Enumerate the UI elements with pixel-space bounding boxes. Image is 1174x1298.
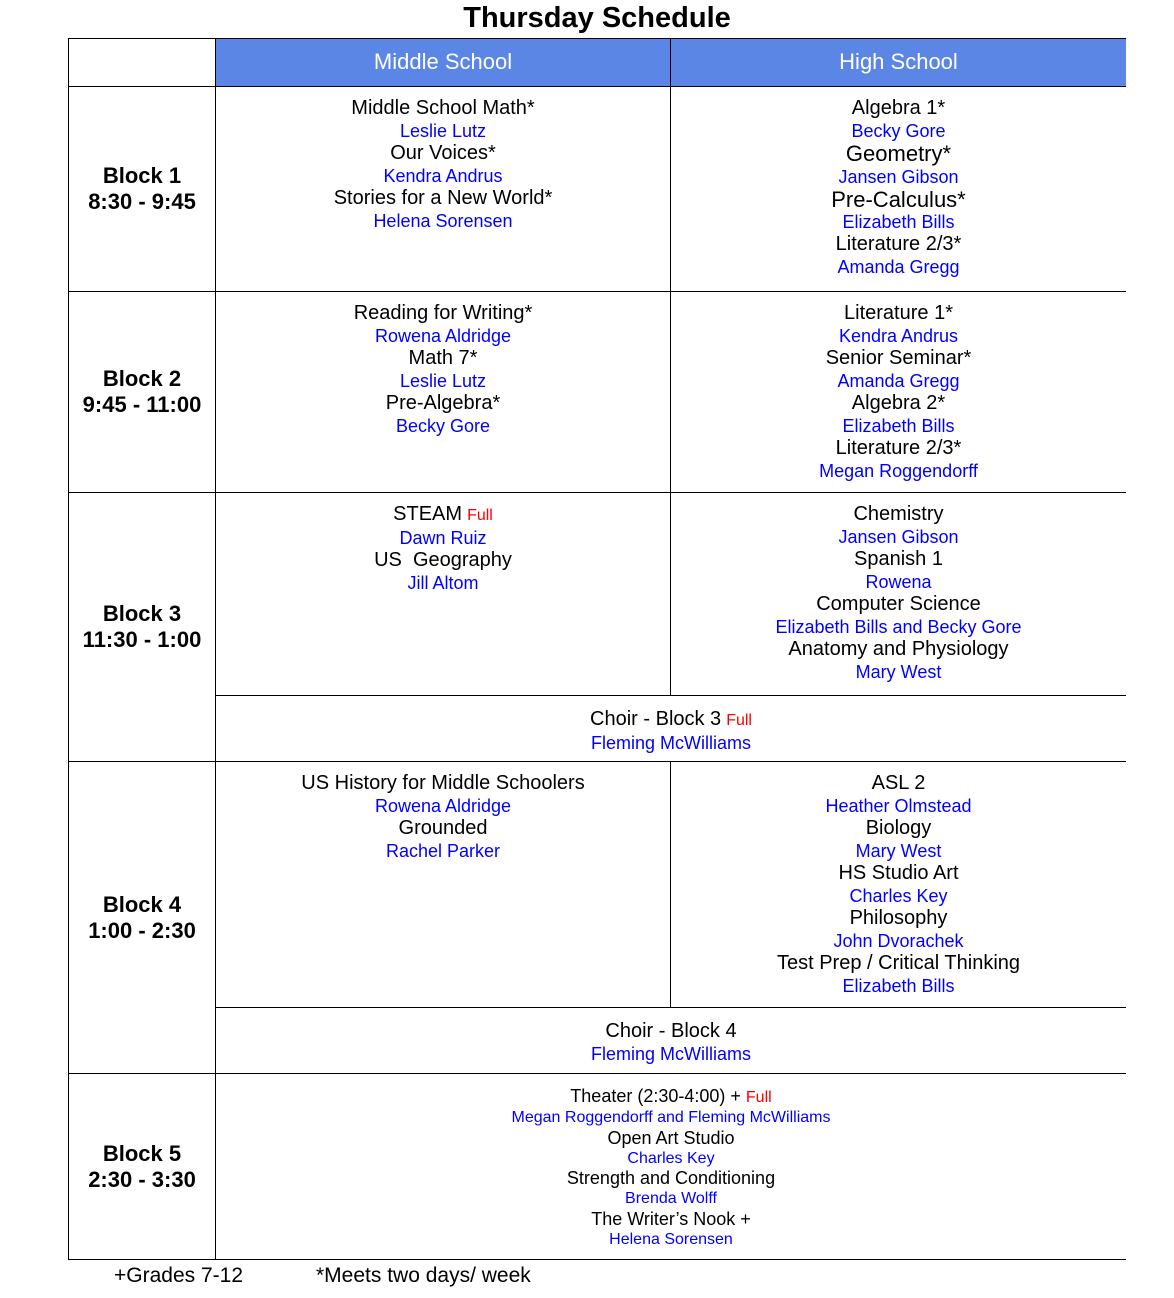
course-list <box>216 292 670 437</box>
course-title: Literature 1* <box>844 302 953 324</box>
course-list <box>216 1008 1126 1065</box>
header-middle-school-label: Middle School <box>373 49 513 74</box>
course-title: Philosophy <box>849 907 948 929</box>
teacher-name: Elizabeth Bills <box>842 212 955 232</box>
block-name: Block 5 <box>102 1140 182 1166</box>
block-5-combined-cell <box>216 1074 1126 1259</box>
course-name: Theater (2:30-4:00) + <box>570 1086 741 1106</box>
block-1-label-cell <box>69 87 216 292</box>
teacher-name: Jill Altom <box>407 573 479 593</box>
footnote-meets: *Meets two days/ week <box>316 1264 531 1287</box>
teacher-name: Rowena <box>865 572 932 592</box>
teacher-name: Charles Key <box>849 886 948 906</box>
course-title: Algebra 1* <box>851 97 946 119</box>
course-title: Literature 2/3* <box>835 437 962 459</box>
teacher-name: Jansen Gibson <box>838 166 959 187</box>
course-title: Choir - Block 4 <box>605 1020 737 1042</box>
block-3-label-cell <box>69 493 216 762</box>
course-title: Pre-Algebra* <box>385 392 501 414</box>
teacher-name: Elizabeth Bills <box>842 976 955 996</box>
course-title: Algebra 2* <box>851 392 946 414</box>
block-3-middle-school-cell <box>216 493 671 696</box>
course-title <box>216 1086 1126 1108</box>
course-list <box>216 87 670 232</box>
block-4-middle-school-cell <box>216 762 671 1008</box>
teacher-name: Charles Key <box>627 1149 715 1167</box>
teacher-name: Becky Gore <box>851 121 946 141</box>
course-title: Senior Seminar* <box>825 347 972 369</box>
teacher-name: Rowena Aldridge <box>374 326 512 346</box>
course-title: The Writer’s Nook + <box>591 1208 751 1229</box>
course-title: Pre-Calculus* <box>831 186 966 212</box>
teacher-name: Fleming McWilliams <box>590 733 751 753</box>
block-5-label-cell <box>69 1074 216 1259</box>
course-title: US History for Middle Schoolers <box>301 772 585 794</box>
header-corner-cell <box>69 39 216 87</box>
course-list <box>216 762 670 862</box>
block-3-high-school-cell <box>671 493 1126 696</box>
course-list <box>216 696 1126 754</box>
teacher-name: Leslie Lutz <box>399 371 487 391</box>
teacher-name: Helena Sorensen <box>609 1230 733 1248</box>
teacher-name: Rowena Aldridge <box>374 796 512 816</box>
header-high-school-label: High School <box>839 49 958 74</box>
full-badge: Full <box>745 1089 772 1106</box>
block-2-label-cell <box>69 292 216 493</box>
block-4-label-cell <box>69 762 216 1074</box>
teacher-name: Elizabeth Bills <box>842 416 955 436</box>
course-title: Test Prep / Critical Thinking <box>776 952 1021 974</box>
teacher-name: John Dvorachek <box>833 931 964 951</box>
block-4-high-school-cell <box>671 762 1126 1008</box>
schedule-table <box>68 38 1126 1260</box>
course-title: HS Studio Art <box>838 862 959 884</box>
block-time: 1:00 - 2:30 <box>88 917 196 943</box>
teacher-name: Mary West <box>855 841 942 861</box>
teacher-name: Elizabeth Bills and Becky Gore <box>775 617 1022 637</box>
course-title: ASL 2 <box>871 772 926 794</box>
block-name: Block 1 <box>102 163 182 188</box>
course-title <box>216 708 1126 732</box>
teacher-name: Megan Roggendorff and Fleming McWilliams <box>511 1109 831 1126</box>
teacher-name: Amanda Gregg <box>837 257 960 277</box>
teacher-name: Dawn Ruiz <box>399 528 487 548</box>
teacher-name: Megan Roggendorff <box>819 461 978 481</box>
course-title: Our Voices* <box>390 142 496 164</box>
teacher-name: Rachel Parker <box>385 841 501 861</box>
course-list <box>671 762 1126 997</box>
teacher-name: Amanda Gregg <box>837 371 960 391</box>
block-time: 8:30 - 9:45 <box>88 189 196 214</box>
block-1-high-school-cell <box>671 87 1126 292</box>
block-3-shared-cell <box>216 696 1126 762</box>
header-middle-school <box>216 39 671 87</box>
teacher-name: Becky Gore <box>395 416 491 436</box>
block-name: Block 3 <box>102 601 182 626</box>
course-title: Geometry* <box>845 141 952 166</box>
course-title: Strength and Conditioning <box>566 1168 776 1188</box>
block-time: 11:30 - 1:00 <box>82 627 202 652</box>
teacher-name: Kendra Andrus <box>838 326 959 346</box>
course-list <box>216 493 670 594</box>
course-name: STEAM <box>393 503 463 525</box>
teacher-name: Brenda Wolff <box>625 1190 717 1207</box>
course-list <box>671 87 1126 278</box>
course-title: Chemistry <box>853 503 944 525</box>
course-title: Middle School Math* <box>351 97 535 119</box>
page-title: Thursday Schedule <box>463 2 731 34</box>
block-name: Block 4 <box>102 891 182 917</box>
course-title: Reading for Writing* <box>353 302 533 324</box>
teacher-name: Leslie Lutz <box>399 121 487 141</box>
course-title: Stories for a New World* <box>333 187 553 209</box>
course-title: Grounded <box>398 817 488 839</box>
course-list <box>671 493 1126 683</box>
teacher-name: Heather Olmstead <box>825 796 972 816</box>
block-2-middle-school-cell <box>216 292 671 493</box>
full-badge: Full <box>726 712 752 729</box>
teacher-name: Mary West <box>855 662 942 682</box>
footnote-grades: +Grades 7-12 <box>114 1264 243 1287</box>
course-title: Literature 2/3* <box>835 233 962 255</box>
header-high-school <box>671 39 1126 87</box>
course-title: Math 7* <box>408 347 478 369</box>
course-title: Spanish 1 <box>854 548 943 570</box>
block-time: 9:45 - 11:00 <box>82 392 202 417</box>
course-name: Choir - Block 3 <box>590 708 722 730</box>
block-time: 2:30 - 3:30 <box>88 1166 196 1192</box>
teacher-name: Kendra Andrus <box>383 166 503 186</box>
course-title: Anatomy and Physiology <box>788 638 1009 660</box>
block-name: Block 2 <box>102 366 182 391</box>
teacher-name: Helena Sorensen <box>373 211 513 231</box>
block-1-middle-school-cell <box>216 87 671 292</box>
course-title <box>216 503 670 527</box>
course-list <box>671 292 1126 482</box>
teacher-name: Fleming McWilliams <box>590 1044 751 1064</box>
full-badge: Full <box>467 507 493 524</box>
block-2-high-school-cell <box>671 292 1126 493</box>
teacher-name: Jansen Gibson <box>838 527 959 547</box>
course-title: Open Art Studio <box>607 1127 735 1148</box>
block-4-shared-cell <box>216 1008 1126 1074</box>
course-title: Biology <box>865 817 932 839</box>
course-title: Computer Science <box>816 593 981 615</box>
course-title: US Geography <box>374 549 512 571</box>
course-list <box>216 1074 1126 1249</box>
